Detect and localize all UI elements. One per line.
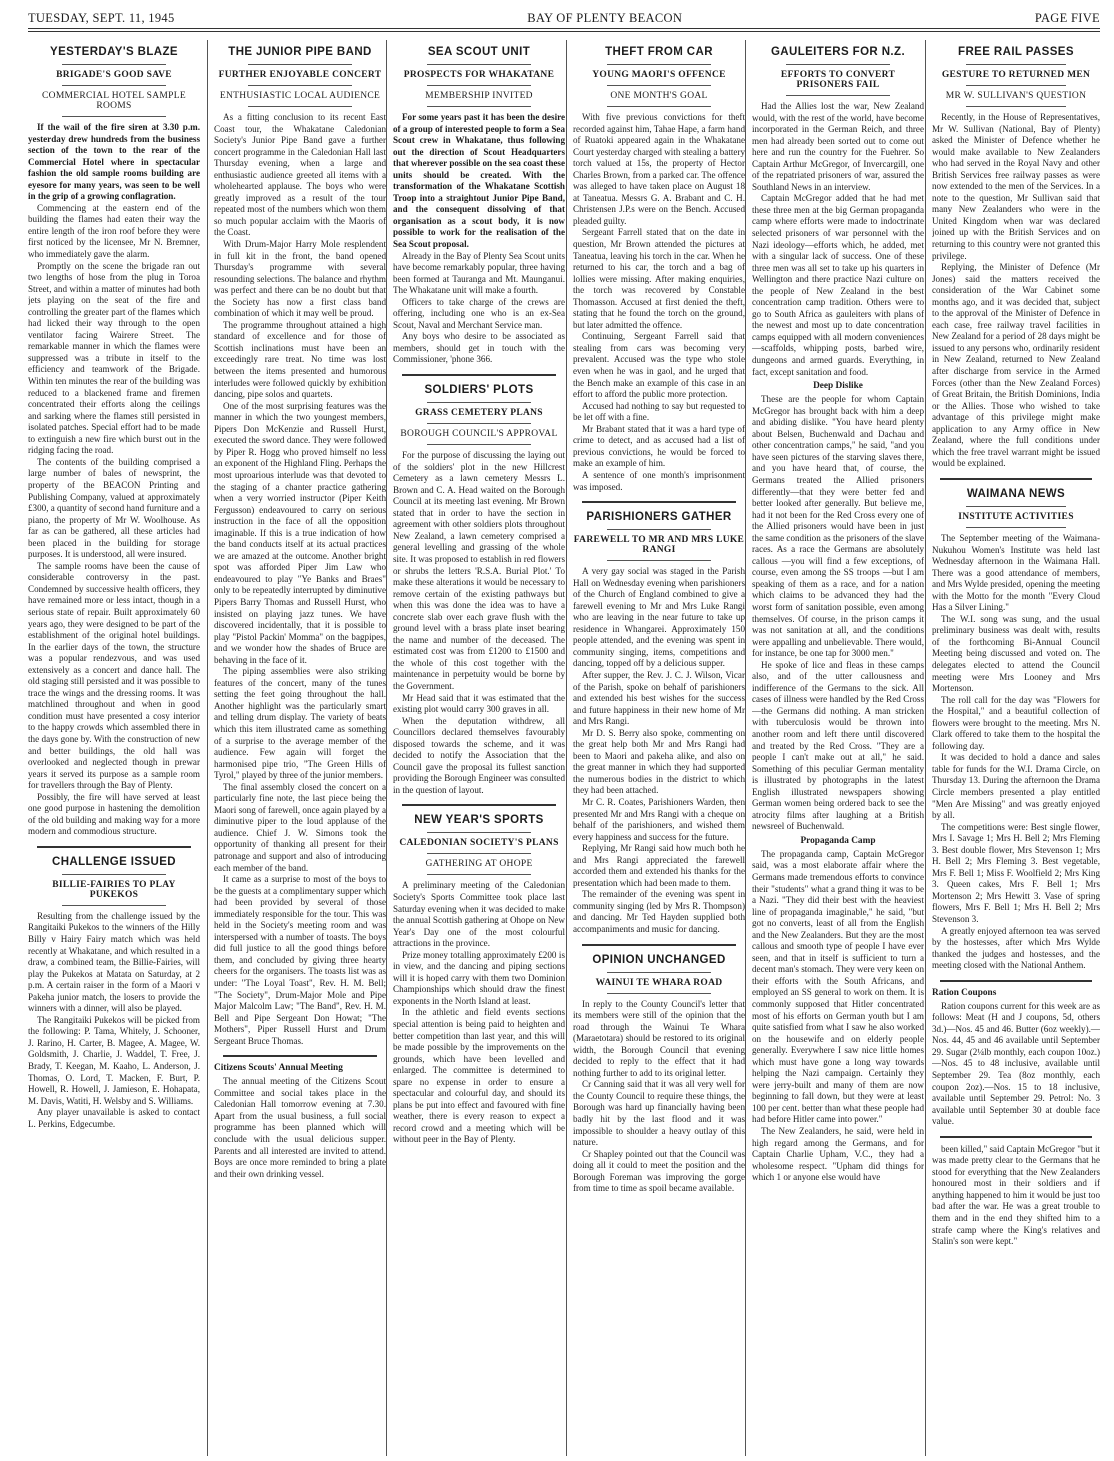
article-paragraph: When the deputation withdrew, all Councillors declared themselves favourably disposed towards the scheme, and it was decided to notify the Association that the Council gave the proposal its fullest sanction providing the Borough Engineer was consulted in the question of layout. <box>393 715 565 795</box>
article-paragraph: The annual meeting of the Citizens Scout Committee and social takes place in the Caledonian Hall tomorrow evening at 7.30. Apart from the usual business, a full social programme has been planned which will conclude with the usual delicious supper. Parents and all interested are invited to attend. Boys are once more reminded to bring a plate and their own drinking vessel. <box>214 1076 386 1179</box>
article-subhead: BOROUGH COUNCIL'S APPROVAL <box>400 429 558 440</box>
article-paragraph: With five previous convictions for theft recorded against him, Tahae Hape, a farm hand of Ruatoki appeared again in the Whakatane Court yesterday charged with stealing a battery torch valued at 15s, the property of Hector Charles Brown, from a parked car. The offence was alleged to have taken place on August 18 at Taneatua. Messrs G. A. Brabant and C. H. Christensen J.P.s were on the Bench. Accused pleaded guilty. <box>573 112 745 226</box>
article-subhead: Citizens Scouts' Annual Meeting <box>214 1063 343 1074</box>
divider <box>62 905 165 906</box>
article-paragraph: One of the most surprising features was the manner in which the two youngest members, Pipers Don McKenzie and Russell Hurst, executed the sword dance. They were followed by Piper R. Hogg who proved himself no less an exponent of the Highland Fling. Perhaps the most uproarious interlude was that devoted to the staging of a chanter practice gathering when a very worried instructor (Piper Keith Fergusson) endeavoured to carry on serious instruction in the face of all the opposition imaginable. If this is a true indication of how the band conducts itself at its actual practices we are amazed at the outcome. Another bright spot was afforded Piper Jim Law who endeavoured to play "Ye Banks and Braes" only to be repeatedly interrupted by diminutive Pipers Barry Thomas and Russell Hurst, who insisted on playing jazz tunes. We have discovered incidentally, that it is possible to play "Pistol Packin' Momma" on the bagpipes, and we wonder how the shades of Bruce are behaving in the face of it. <box>214 400 386 665</box>
issue-date: TUESDAY, SEPT. 11, 1945 <box>28 11 175 25</box>
page-number: PAGE FIVE <box>1034 11 1100 25</box>
divider <box>223 1055 378 1057</box>
article-paragraph: been killed," said Captain McGregor "but it was made pretty clear to the Germans that he stood for everything that the New Zealanders honoured most in their soldiers and if anything happened to him it would be just too bad after the war. He was a great trouble to them and in the end they shifted him to a strafe camp where the King's relatives and Stalin's son were kept." <box>932 1143 1100 1247</box>
article-paragraph: Accused had nothing to say but requested to be let off with a fine. <box>573 400 745 423</box>
divider <box>940 1136 1091 1138</box>
article-paragraph: It was decided to hold a dance and sales table for funds for the W.I. Drama Circle, on Thursday 13. During the afternoon the Drama Circle members presented a play entitled "Men Are Missing" and was greatly enjoyed by all. <box>932 752 1100 821</box>
article-paragraph: The Rangitaiki Pukekos will be picked from the following: P. Tama, Whitely, J. Schooner, J. Rarino, H. Carter, B. Magee, A. Magee, W. Goldsmith, J. Charlie, J. Waddel, T. Free, J. Brady, T. Keegan, M. Kaaho, L. Anderson, J. Thomas, O. Lord, T. Macken, F. Burt, P. Howell, R. Howell, J. Jamieson, E. Hohapata, M. Davis, Watiti, H. Welsby and S. Williams. <box>28 1014 200 1106</box>
column-4 <box>573 38 745 1456</box>
article-headline: THEFT FROM CAR <box>605 46 713 58</box>
divider <box>248 106 351 107</box>
article-paragraph: Any player unavailable is asked to contact L. Perkins, Edgecumbe. <box>28 1107 200 1129</box>
article-paragraph: Continuing, Sergeant Farrell said that stealing from cars was becoming very prevalent. Accused was the type who stole even when he was in gaol, and he urged that the Bench make an example of this case in an effort to afford the public more protection. <box>573 331 745 400</box>
divider <box>607 64 710 65</box>
article-paragraph: After supper, the Rev. J. C. J. Wilson, Vicar of the Parish, spoke on behalf of parishioners and extended his best wishes for the success and future happiness in their new home of Mr and Mrs Rangi. <box>573 669 745 727</box>
divider <box>427 832 530 833</box>
article-paragraph: Mr Head said that it was estimated that the existing plot would carry 300 graves in all. <box>393 692 565 715</box>
divider <box>966 106 1067 107</box>
article-subhead: BILLIE-FAIRIES TO PLAY PUKEKOS <box>52 879 176 900</box>
article-paragraph: Cr Shapley pointed out that the Council was doing all it could to meet the position and the Borough Foreman was improving the gorge from time to time as spoil became available. <box>573 1148 745 1194</box>
article-paragraph: Cr Canning said that it was all very well for the County Council to require these things, the Borough was hard up financially having been badly hit by the last flood and it was impossible to shoulder a heavy outlay of this nature. <box>573 1079 745 1148</box>
article-paragraph: The competitions were: Best single flower, Mrs I. Savage 1; Mrs H. Bell 2; Mrs Fleming 3. Best double flower, Mrs Stevenson 1; Mrs H. Bell 2; Mrs Fleming 3. Best vegetable, Mrs F. Bell 1; Miss F. Woolfield 2; Mrs King 3. Queen cakes, Mrs F. Bell 1; Mrs Mortenson 2; Mrs Hewitt 3. Vase of spring flowers, Mrs F. Bell 1; Mrs H. Bell 2; Mrs Stevenson 3. <box>932 821 1100 924</box>
article-paragraph: Commencing at the eastern end of the building the flames had eaten their way the entire length of the iron roof before they were first noticed by the licensee, Mr N. Bremner, who immediately gave the alarm. <box>28 202 200 260</box>
article-headline: NEW YEAR'S SPORTS <box>414 814 544 827</box>
article-paragraph: He spoke of lice and fleas in these camps also, and of the utter callousness and indifference of the Germans to the sick. All cases of illness were handled by the Red Cross —the Germans did nothing. A man stricken with tuberculosis would be thrown into another room and left there until discovered and treated by the Red Cross. "They are a people I can't make out at all," he said. Something of this peculiar German mentality is illustrated by photographs in the latest English illustrated newspapers showing German women being ordered back to see the atrocity films after laughing at a British newsreel of Buchenwald. <box>752 659 924 832</box>
article-subhead: ONE MONTH'S GOAL <box>610 91 708 101</box>
article-paragraph: As a fitting conclusion to its recent East Coast tour, the Whakatane Caledonian Society's Junior Pipe Band gave a further concert programme in the Caledonian Hall last Thursday evening, when a large and enthusiastic audience greeted all items with a wholehearted applause. The boys who were greatly improved as a result of the tour repeated most of the numbers which won them so much popular acclaim with the Maoris of the Coast. <box>214 112 386 238</box>
article-paragraph: The September meeting of the Waimana-Nukuhou Women's Institute was held last Wednesday afternoon in the Waimana Hall. There was a good attendance of members, and Mrs Wylde presided, opening the meeting with the Motto for the month "Every Cloud Has a Silver Lining." <box>932 532 1100 613</box>
article-subhead: INSTITUTE ACTIVITIES <box>958 511 1074 522</box>
article-paragraph: In the athletic and field events sections special attention is being paid to heighten and better competition than last year, and this will be made possible by the improvements on the grounds, which have been levelled and enlarged. The committee is determined to spare no expense in order to ensure a spectacular and colourful day, and should its plans be put into effect and favoured with fine weather, there is every reason to expect a record crowd and a meeting which will be without peer in the Bay of Plenty. <box>393 1007 565 1145</box>
divider <box>427 402 530 403</box>
article-headline: YESTERDAY'S BLAZE <box>50 46 178 58</box>
newspaper-title: BAY OF PLENTY BEACON <box>527 11 683 25</box>
divider <box>62 64 165 65</box>
column-1 <box>28 38 200 1456</box>
article-paragraph: The final assembly closed the concert on a particularly fine note, the last piece being the Maori song of farewell, once again played by a diminutive piper to the loud applause of the audience. Chief J. W. Simons took the opportunity of thanking all present for their patronage and support and also of introducing each member of the band. <box>214 781 386 873</box>
article-subhead: FAREWELL TO MR AND MRS LUKE RANGI <box>573 535 745 556</box>
divider <box>427 106 530 107</box>
divider <box>940 980 1091 982</box>
article-subhead: WAINUI TE WHARA ROAD <box>595 977 723 988</box>
article-headline: PARISHIONERS GATHER <box>586 511 732 524</box>
divider <box>37 846 192 848</box>
divider <box>966 527 1067 528</box>
article-paragraph: These are the people for whom Captain McGregor has brought back with him a deep and abiding dislike. "You have heard plenty about Belsen, Buchenwald and Dachau and other concentration camps," he said, "and you have seen pictures of the starving slaves there, and you have heard that, of course, the Germans treated the Allied prisoners differently—that they were better fed and better looked after generally. But believe me, had it not been for the Red Cross every one of the Allied prisoners would have been in just the same condition as the prisoners of the slave races. As a race the Germans are absolutely callous —you will find a few exceptions, of course, even among the SS troops —but I am speaking of them as a race, and for a nation which claims to be advanced they had the worst form of sanitation possible, even among themselves. Of course, in the prison camps it was not sanitation at all, and the conditions were appalling and unbelievable. There would, for instance, be one tap for 3000 men." <box>752 394 924 659</box>
article-subhead: YOUNG MAORI'S OFFENCE <box>592 70 726 80</box>
article-subhead: BRIGADE'S GOOD SAVE <box>56 70 172 80</box>
article-subhead: MR W. SULLIVAN'S QUESTION <box>945 91 1087 101</box>
article-paragraph: For the purpose of discussing the laying out of the soldiers' plot in the new Hillcrest Cemetery as a lawn cemetery Messrs L. Brown and C. A. Head waited on the Borough Council at its meeting last evening. Mr Brown stated that in order to have the section in agreement with other soldiers plots throughout New Zealand, a lawn cemetery comprised a general levelling and grassing of the whole site. It was proposed to establish in red flowers or shrubs the letters 'R.S.A. Burial Plot.' To make these alterations it would be necessary to remove certain of the existing pathways but when this was done the idea was to have a concrete slab over each grave flush with the ground level with a brass plate inset bearing the name and number of the deceased. The estimated cost was from £1200 to £1500 and the whole of this cost together with the maintenance in perpetuity would be borne by the Government. <box>393 450 565 691</box>
divider <box>427 64 530 65</box>
divider <box>582 501 737 503</box>
article-paragraph: Sergeant Farrell stated that on the date in question, Mr Brown attended the pictures at Taneatua, leaving his torch in the car. When he returned to his car, the torch and a bag of lollies were missing. After making enquiries, the torch was recovered by Constable Thomasson. Accused at first denied the theft, stating that he found the torch on the ground, but later admitted the offence. <box>573 227 745 330</box>
article-paragraph: Ration coupons current for this week are as follows: Meat (H and J coupons, 5d, others 3d.)—Nos. 45 and 46. Butter (6oz weekly).—Nos. 44, 45 and 46 available until September 29. Sugar (2¼lb monthly, each coupon 10oz.)—Nos. 45 to 48 inclusive, available until September 29. Tea (8oz monthly, each coupon 2oz).—Nos. 15 to 18 inclusive, available until September 29. Petrol: No. 3 available until September 30 at double face value. <box>932 1000 1100 1127</box>
article-paragraph: The remainder of the evening was spent in community singing (led by Mrs R. Thompson) and dancing. Mr Ted Hayden supplied both accompaniments and music for dancing. <box>573 889 745 934</box>
divider <box>248 64 351 65</box>
article-subhead: MEMBERSHIP INVITED <box>425 91 533 101</box>
article-headline: OPINION UNCHANGED <box>592 953 726 966</box>
article-subhead: Ration Coupons <box>932 987 997 998</box>
divider <box>427 444 530 445</box>
column-3 <box>393 38 565 1456</box>
column-5 <box>752 38 924 1456</box>
newspaper-columns <box>28 38 1100 1456</box>
article-paragraph: It came as a surprise to most of the boys to be the guests at a complimentary supper which had been provided by several of those immediately responsible for the tour. This was held in the Society's meeting room and was interspersed with a number of toasts. The boys did full justice to all the good things before them, and concluded by giving three hearty cheers for the organisers. The toasts list was as under: "The Loyal Toast", Rev. H. M. Bell; "The Society", Drum-Major Mole and Pipe Major Malcolm Law; "The Band", Rev. H. M. Bell and Pipe Sergeant Don Howat; "The Mothers", Piper Russell Hurst and Drum Sergeant Bruce Thomas. <box>214 874 386 1046</box>
divider <box>607 993 710 994</box>
article-subhead: Deep Dislike <box>813 381 863 392</box>
article-subhead: GRASS CEMETERY PLANS <box>415 408 543 419</box>
article-paragraph: Replying, Mr Rangi said how much both he and Mrs Rangi appreciated the farewell accorded them and extended his thanks for the presentation which had been made to them. <box>573 843 745 888</box>
divider <box>427 853 530 854</box>
article-paragraph: Any boys who desire to be associated as members, should get in touch with the Commissioner, 'phone 366. <box>393 331 565 365</box>
masthead-rule-bottom <box>28 31 1100 32</box>
column-6 <box>932 38 1100 1456</box>
divider <box>248 85 351 86</box>
article-paragraph: The piping assemblies were also striking features of the concert, many of the tunes setting the feet going throughout the hall. Another highlight was the particularly smart and telling drum display. The variety of beats which this item illustrated came as something of a surprise to the average member of the audience. Few again will forget the harmonised pipe trio, "The Green Hills of Tyrol," played by three of the junior members. <box>214 666 386 781</box>
article-subhead: GESTURE TO RETURNED MEN <box>941 70 1091 80</box>
article-paragraph: Mr Brabant stated that it was a hard type of crime to detect, and as accused had a list of previous convictions, he would be forced to make an example of him. <box>573 423 745 469</box>
article-paragraph: For some years past it has been the desire of a group of interested people to form a Sea Scout crew in Whakatane, thus following out the direction of Scout Headquarters that wherever possible on the sea coast these units should be created. With the transformation of the Whakatane Scottish Troop into a straightout Junior Pipe Band, and the consequent dissolving of that organisation as a scout body, it is now possible to work for the realisation of the Sea Scout proposal. <box>393 112 565 250</box>
divider <box>966 64 1067 65</box>
article-paragraph: Recently, in the House of Representatives, Mr W. Sullivan (National, Bay of Plenty) asked the Minister of Defence whether he would make available to New Zealanders who had served in the Royal Navy and other British Services free railway passes as were now extended to the men of the Services. In a note to the question, Mr Sullivan said that many New Zealanders who were in the United Kingdom when war was declared joined up with the British Services and on returning to this country were not granted this privilege. <box>932 112 1100 261</box>
article-paragraph: A greatly enjoyed afternoon tea was served by the hostesses, after which Mrs Wylde thanked the judges and hostesses, and the meeting closed with the National Anthem. <box>932 925 1100 971</box>
article-subhead: COMMERCIAL HOTEL SAMPLE ROOMS <box>42 91 186 111</box>
article-paragraph: A sentence of one month's imprisonment was imposed. <box>573 469 745 492</box>
article-paragraph: A very gay social was staged in the Parish Hall on Wednesday evening when parishioners of the Church of England combined to give a farewell evening to Mr and Mrs Luke Rangi who are leaving in the near future to take up residence in Whangarei. Approximately 150 people attended, and the evening was spent in community singing, items, competitions and dancing, topped off by a delicious supper. <box>573 566 745 669</box>
article-paragraph: The propaganda camp, Captain McGregor said, was a most elaborate affair where the Germans made tremendous efforts to convince their "students" what a grand thing it was to be a Nazi. "They did their best with the heaviest line of propaganda imaginable," he said, "but got no converts, least of all from the English and the New Zealanders. But they are the most callous and smooth type of people I have ever seen, and that in itself is sufficient to turn a decent man's stomach. They were very keen on their efforts with the South Africans, and employed an SS general to work on them. It is commonly supposed that Hitler concentrated most of his efforts on German youth but I am quite satisfied from what I saw he also worked on the housewife and on elderly people generally. Everywhere I saw nice little homes which must have gone a long way towards helping the Nazi campaign. Certainly they were jerry-built and many of them are now beginning to fall down, but they were at least 100 per cent. better than what these people had had before Hitler came into power." <box>752 848 924 1125</box>
article-paragraph: Already in the Bay of Plenty Sea Scout units have become remarkably popular, three having been formed at Tauranga and Mt. Maunganui. The Whakatane unit will make a fourth. <box>393 250 565 296</box>
divider <box>966 506 1067 507</box>
article-paragraph: Had the Allies lost the war, New Zealand would, with the rest of the world, have become incorporated in the German Reich, and three men had already been sorted out to come out here and run the country for the Fuehrer. So Captain Arthur McGregor, of Invercargill, one of the repatriated prisoners of war, assured the Southland News in an interview. <box>752 101 924 192</box>
article-subhead: CALEDONIAN SOCIETY'S PLANS <box>399 838 559 849</box>
masthead <box>28 4 1100 26</box>
article-paragraph: A preliminary meeting of the Caledonian Society's Sports Committee took place last Saturday evening when it was decided to make the annual Scottish gathering at Ohope on New Year's Day one of the most colourful attractions in the province. <box>393 880 565 949</box>
article-paragraph: Resulting from the challenge issued by the Rangitaiki Pukekos to the winners of the Hilly Billy v Hairy Fairy match which was held recently at Whakatane, and which resulted in a draw, a combined team, the Billie-Fairies, will play the Pukekos at Matata on Saturday, at 2 p.m. A certain raiser in the form of a Maori v Pakeha junior match, the losers to provide the winners with a dinner, will also be played. <box>28 910 200 1014</box>
article-headline: GAULEITERS FOR N.Z. <box>770 46 906 58</box>
article-paragraph: The W.I. song was sung, and the usual preliminary business was dealt with, results of the forthcoming Bi-Annual Council Meeting being discussed and voted on. The delegates elected to attend the Council meeting were Mrs Looney and Mrs Mortenson. <box>932 613 1100 694</box>
article-subhead: EFFORTS TO CONVERT PRISONERS FAIL <box>780 70 896 90</box>
article-paragraph: Mr D. S. Berry also spoke, commenting on the great help both Mr and Mrs Rangi had been to Maori and pakeha alike, and also on the great manner in which they had supported the numerous bodies in the district to which they had been attached. <box>573 727 745 796</box>
masthead-rule-top <box>28 28 1100 29</box>
article-paragraph: In reply to the County Council's letter that its members were still of the opinion that the road through the Wainui Te Whara (Maraetotara) should be restored to its original width, the Borough Council that evening decided to reply to the effect that it had nothing further to add to its original letter. <box>573 998 745 1078</box>
article-paragraph: The New Zealanders, he said, were held in high regard among the Germans, and for Captain Charlie Upham, V.C., they had a wholesome respect. "Upham did things for which 1 or anyone else would have <box>752 1126 924 1183</box>
divider <box>607 972 710 973</box>
divider <box>427 423 530 424</box>
divider <box>427 85 530 86</box>
article-paragraph: The roll call for the day was "Flowers for the Hospital," and a beautiful collection of flowers were brought to the meeting. Mrs N. Clark offered to take them to the hospital the following day. <box>932 694 1100 751</box>
article-paragraph: Prize money totalling approximately £200 is in view, and the dancing and piping sections will it is hoped carry with them two Dominion Championships which should draw the finest exponents in the North Island at least. <box>393 949 565 1006</box>
article-headline: THE JUNIOR PIPE BAND <box>228 46 372 58</box>
column-2 <box>214 38 386 1456</box>
article-paragraph: Promptly on the scene the brigade ran out two lengths of hose from the plug in Toroa Street, and within a matter of minutes had both jets playing on the seat of the fire and controlling the greater part of the flames which had licked their way through to the open ventilator facing Wairere Street. The remarkable manner in which the flames were suppressed was a tribute in itself to the efficiency and teamwork of the Brigade. Within ten minutes the rear of the building was reduced to a blackened frame and firemen concentrated their efforts along the ceilings and sarking where the flames still persisted in isolated patches. Special effort had to be made to extinguish a new fire which burst out in the ridging facing the road. <box>28 260 200 456</box>
divider <box>607 529 710 530</box>
article-paragraph: Possibly, the fire will have served at least one good purpose in hastening the demolition of the old building and making way for a more modern and commodious structure. <box>28 791 200 837</box>
article-paragraph: The programme throughout attained a high standard of excellence and for those of Scottish inclinations must have been an exceedingly rare treat. No time was lost between the items presented and humorous interludes were followed quickly by exhibition dancing, pipe solos and quartets. <box>214 319 386 400</box>
article-subhead: Propaganda Camp <box>800 835 876 846</box>
divider <box>62 116 165 117</box>
article-paragraph: If the wail of the fire siren at 3.30 p.m. yesterday drew hundreds from the business section of the town to the rear of the Commercial Hotel where in spectacular fashion the old sample rooms building are eyesore for many years, was seen to be well in the grip of a growing conflagration. <box>28 122 200 202</box>
divider <box>62 85 165 86</box>
article-headline: SOLDIERS' PLOTS <box>424 384 534 397</box>
article-paragraph: With Drum-Major Harry Mole resplendent in full kit in the front, the band opened Thursday's programme with several resounding selections. The balance and rhythm was perfect and there can be no doubt but that the Society has now a first class band combination of which it may well be proud. <box>214 239 386 319</box>
divider <box>62 874 165 875</box>
article-headline: FREE RAIL PASSES <box>958 46 1074 58</box>
divider <box>607 560 710 561</box>
article-paragraph: The sample rooms have been the cause of considerable controversy in the past. Condemned by successive health officers, they have remained more or less intact, though in a serious state of repair. Built approximately 60 years ago, they were designed to be part of the establishment of the original hotel buildings. In the earlier days of the town, the structure was a popular rendezvous, and was used extensively as a concert and dance hall. The old staging still persisted and it was possible to trace the wings and the dressing rooms. It was matchlined throughout and when in good condition must have presented a cosy interior to the happy crowds which assembled there in the days gone by. With the construction of new and better buildings, the old hall was overlooked and neglected though in prewar years it served its purpose as a sample room for travellers through the Bay of Plenty. <box>28 560 200 791</box>
divider <box>786 64 889 65</box>
article-subhead: GATHERING AT OHOPE <box>425 859 533 870</box>
article-subhead: ENTHUSIASTIC LOCAL AUDIENCE <box>219 91 381 101</box>
article-headline: SEA SCOUT UNIT <box>427 46 531 58</box>
divider <box>940 478 1091 480</box>
divider <box>786 95 889 96</box>
divider <box>402 374 557 376</box>
article-subhead: PROSPECTS FOR WHAKATANE <box>403 70 555 80</box>
article-paragraph: The contents of the building comprised a large number of bales of newsprint, the property of the BEACON Printing and Publishing Company, valued at approximately £300, a quantity of second hand furniture and a piano, the property of Mr W. Woolhouse. As far as can be gathered, all these articles had been placed in the building for storage purposes. It is understood, all were insured. <box>28 456 200 560</box>
divider <box>607 85 710 86</box>
article-headline: WAIMANA NEWS <box>966 487 1066 500</box>
divider <box>582 944 737 946</box>
article-paragraph: Mr C. R. Coates, Parishioners Warden, then presented Mr and Mrs Rangi with a cheque on behalf of the parishioners, and wished them every happiness and success for the future. <box>573 796 745 842</box>
article-paragraph: Replying, the Minister of Defence (Mr Jones) said the matters received the consideration of the War Cabinet some months ago, and it was decided that, subject to the approval of the Minister of Defence in each case, free railway travel facilities in New Zealand for a period of 28 days might be issued to any persons who, ordinarily resident in New Zealand, returned to New Zealand after discharge from service in the Armed Forces (other than the New Zealand Forces) of Great Britain, the British Dominions, India or the Allies. Those who wished to take advantage of this privilege might make application to any Army office in New Zealand, where the full conditions under which the free travel warrant might be issued would be explained. <box>932 262 1100 469</box>
divider <box>966 85 1067 86</box>
article-subhead: FURTHER ENJOYABLE CONCERT <box>218 70 382 80</box>
article-paragraph: Officers to take charge of the crews are offering, including one who is an ex-Sea Scout, Naval and Merchant Service man. <box>393 296 565 330</box>
article-headline: CHALLENGE ISSUED <box>52 855 176 868</box>
divider <box>607 106 710 107</box>
divider <box>427 874 530 875</box>
divider <box>402 804 557 806</box>
article-paragraph: Captain McGregor added that he had met these three men at the big German propaganda camp where efforts were made to indoctrinate selected prisoners of war personnel with the Nazi ideology—efforts which, he added, met with a singular lack of success. One of these three men was all set to take up his quarters in Wellington and there practice Nazi culture on the people of New Zealand in the best concentration camp tradition. Others were to go to South Africa as gauleiters with plans of the newest and most up to date concentration camps equipped with all modern conveniences—scaffolds, whipping posts, barbed wire, dungeons and armed guards. Everything, in fact, except sanitation and food. <box>752 193 924 377</box>
